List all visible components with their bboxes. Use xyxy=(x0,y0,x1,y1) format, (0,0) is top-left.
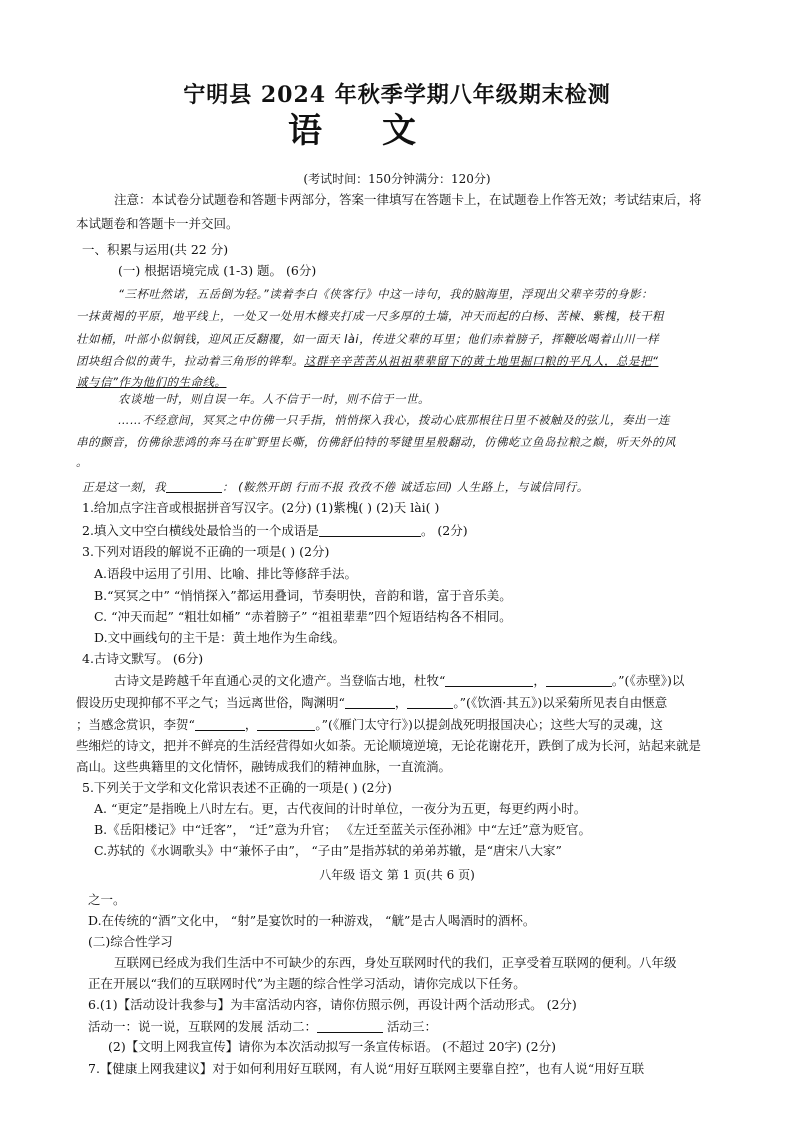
question-1: 1.给加点字注音或根据拼音写汉字。(2分) (1)紫槐( ) (2)天 lài( ) xyxy=(82,500,440,515)
section-1-heading: 一、积累与运用(共 22 分) xyxy=(82,242,229,257)
option-a: A. “更定”是指晚上八时左右。更，古代夜间的计时单位，一夜分为五更，每更约两小时。 xyxy=(94,801,587,816)
passage-line: 一抹黄褐的平原，地平线上，一处又一处用木橼夹打成一尺多厚的土墙，冲天而起的白杨、苦楝、紫槐，枝干粗 xyxy=(76,309,664,323)
poem-text: 假设历史现抑郁不平之气；当远离世俗，陶渊明“ xyxy=(76,695,345,710)
question-6-2: (2)【文明上网我宣传】请你为本次活动拟写一条宣传标语。 (不超过 20字) (2分) xyxy=(108,1039,556,1054)
activity-text: 活动一：说一说，互联网的发展 活动二： xyxy=(88,1019,317,1034)
passage-line xyxy=(76,356,658,368)
activity-line xyxy=(88,1020,437,1034)
answer-blank xyxy=(317,1020,383,1033)
poem-text: 。”(《雁门太守行》)以提剑战死明报国决心；这些大写的灵魂，这 xyxy=(315,717,663,732)
option-a: A.语段中运用了引用、比喻、排比等修辞手法。 xyxy=(94,566,358,581)
passage-line: ……不经意间，冥冥之中仿佛一只手指，悄悄探入我心，拨动心底那根往日里不被触及的弦儿，奏出一连 xyxy=(118,413,670,427)
answer-blank xyxy=(319,524,421,537)
poem-line xyxy=(76,696,667,710)
passage-line: 串的颤音，仿佛徐悲鸿的奔马在旷野里长嘶，仿佛舒伯特的琴键里星般翻动，仿佛屹立鱼岛拉粮之巅，听天外的风 xyxy=(76,435,676,449)
poem-line: 高山。这些典籍里的文化情怀，融铸成我们的精神血脉，一直流淌。 xyxy=(76,759,452,774)
answer-blank xyxy=(445,674,533,687)
option-c: C. “冲天而起” “粗壮如桶” “赤着膀子” “祖祖辈辈”四个短语结构各不相同。 xyxy=(94,609,512,624)
poem-line: 些缃烂的诗文，把并不鲜亮的生活经营得如火如荼。无论顺境逆境，无论花谢花开，跌倒了成为长河，站起来就是 xyxy=(76,738,702,753)
option-d: D.文中画线句的主干是：黄土地作为生命线。 xyxy=(94,630,346,645)
option-c-continued: 之一。 xyxy=(88,892,126,907)
question-6-1: 6.(1)【活动设计我参与】为丰富活动内容，请你仿照示例，再设计两个活动形式。 (2分) xyxy=(88,997,577,1012)
underlined-sentence: 这群辛辛苦苦从祖祖辈辈留下的黄土地里掘口粮的平凡人，总是把“ xyxy=(304,354,659,368)
intro-line: 互联网已经成为我们生活中不可缺少的东西，身处互联网时代的我们，正享受着互联网的便利。八年级 xyxy=(114,955,677,970)
notice-line-2: 本试题卷和答题卡一并交回。 xyxy=(76,216,239,231)
passage-text: ： (鞍然开朗 行而不报 孜孜不倦 诚适忘回) 人生路上，与诚信同行。 xyxy=(222,480,589,494)
activity-text: 活动三： xyxy=(382,1019,437,1034)
poem-text: ， xyxy=(533,673,546,688)
passage-line: 农谈地一时，则自误一年。人不信于一时，则不信于一世。 xyxy=(118,392,430,406)
question-4: 4.古诗文默写。 (6分) xyxy=(82,651,204,666)
subject-title: 语文 xyxy=(288,111,476,151)
passage-line: “三杯吐然诺，五岳倒为轻。”读着李白《侠客行》中这一诗句，我的脑海里，浮现出父辈辛劳的身影： xyxy=(118,287,654,301)
passage-text: 团块组合似的黄牛，拉动着三角形的铧犁。 xyxy=(76,354,304,368)
notice-line-1: 注意：本试卷分试题卷和答题卡两部分，答案一律填写在答题卡上，在试题卷上作答无效；考试结束后，将 xyxy=(114,192,702,207)
subsection-1-heading: (一) 根据语境完成 (1-3) 题。 (6分) xyxy=(118,263,317,278)
question-text: 2.填入文中空白横线处最恰当的一个成语是 xyxy=(82,523,319,538)
question-2 xyxy=(82,524,468,538)
answer-blank xyxy=(546,674,612,687)
answer-blank xyxy=(257,718,315,731)
question-5: 5.下列关于文学和文化常识表述不正确的一项是( ) (2分) xyxy=(82,780,392,795)
question-7: 7.【健康上网我建议】对于如何利用好互联网，有人说“用好互联网主要靠自控”，也有人说“用好互联 xyxy=(88,1061,645,1076)
passage-line: 。 xyxy=(76,455,88,469)
poem-line xyxy=(114,674,684,688)
option-b: B.“冥冥之中” “悄悄探入”都运用叠词，节奏明快，音韵和谐，富于音乐美。 xyxy=(94,588,512,603)
answer-blank xyxy=(407,696,453,709)
subsection-2-heading: (二)综合性学习 xyxy=(88,934,173,949)
answer-blank xyxy=(166,480,222,493)
exam-info: (考试时间：150分钟满分：120分) xyxy=(303,172,491,186)
poem-text: 。”(《赤壁》)以 xyxy=(611,673,685,688)
poem-text: ， xyxy=(394,695,408,710)
poem-line xyxy=(76,718,663,732)
passage-line: 壮如桶，叶部小似铜钱，迎风正反翻覆，如一面天 lài，传进父辈的耳里；他们赤着膀子，挥鞭吆喝着山川一样 xyxy=(76,332,660,346)
option-c: C.苏轼的《水调歌头》中“兼怀子由”， “子由”是指苏轼的弟弟苏辙，是“唐宋八大家” xyxy=(94,843,562,858)
poem-text: 。”(《饮酒·其五》)以采菊所见表自由惬意 xyxy=(453,695,668,710)
option-b: B.《岳阳楼记》中“迁客”， “迁”意为升官； 《左迁至蓝关示侄孙湘》中“左迁”意为贬官。 xyxy=(94,822,591,837)
answer-blank xyxy=(195,718,245,731)
answer-blank xyxy=(345,696,395,709)
question-text: 。 (2分) xyxy=(420,523,468,538)
page-footer: 八年级 语文 第 1 页(共 6 页) xyxy=(319,868,475,882)
underlined-sentence-end: 诚与信”作为他们的生命线。 xyxy=(76,375,227,389)
poem-text: ， xyxy=(244,717,258,732)
exam-title: 宁明县 2024 年秋季学期八年级期末检测 xyxy=(183,82,611,108)
poem-text: 古诗文是跨越千年直通心灵的文化遗产。当登临古地，杜牧“ xyxy=(114,673,446,688)
option-d: D.在传统的“酒”文化中， “射”是宴饮时的一种游戏， “觥”是古人喝酒时的酒杯。 xyxy=(88,913,536,928)
poem-text: ；当感念赏识，李贺“ xyxy=(76,717,195,732)
intro-line: 正在开展以“我们的互联网时代”为主题的综合性学习活动，请你完成以下任务。 xyxy=(88,976,526,991)
question-3: 3.下列对语段的解说不正确的一项是( ) (2分) xyxy=(82,544,330,559)
passage-text: 正是这一刻，我 xyxy=(82,480,166,494)
passage-line xyxy=(82,480,589,494)
